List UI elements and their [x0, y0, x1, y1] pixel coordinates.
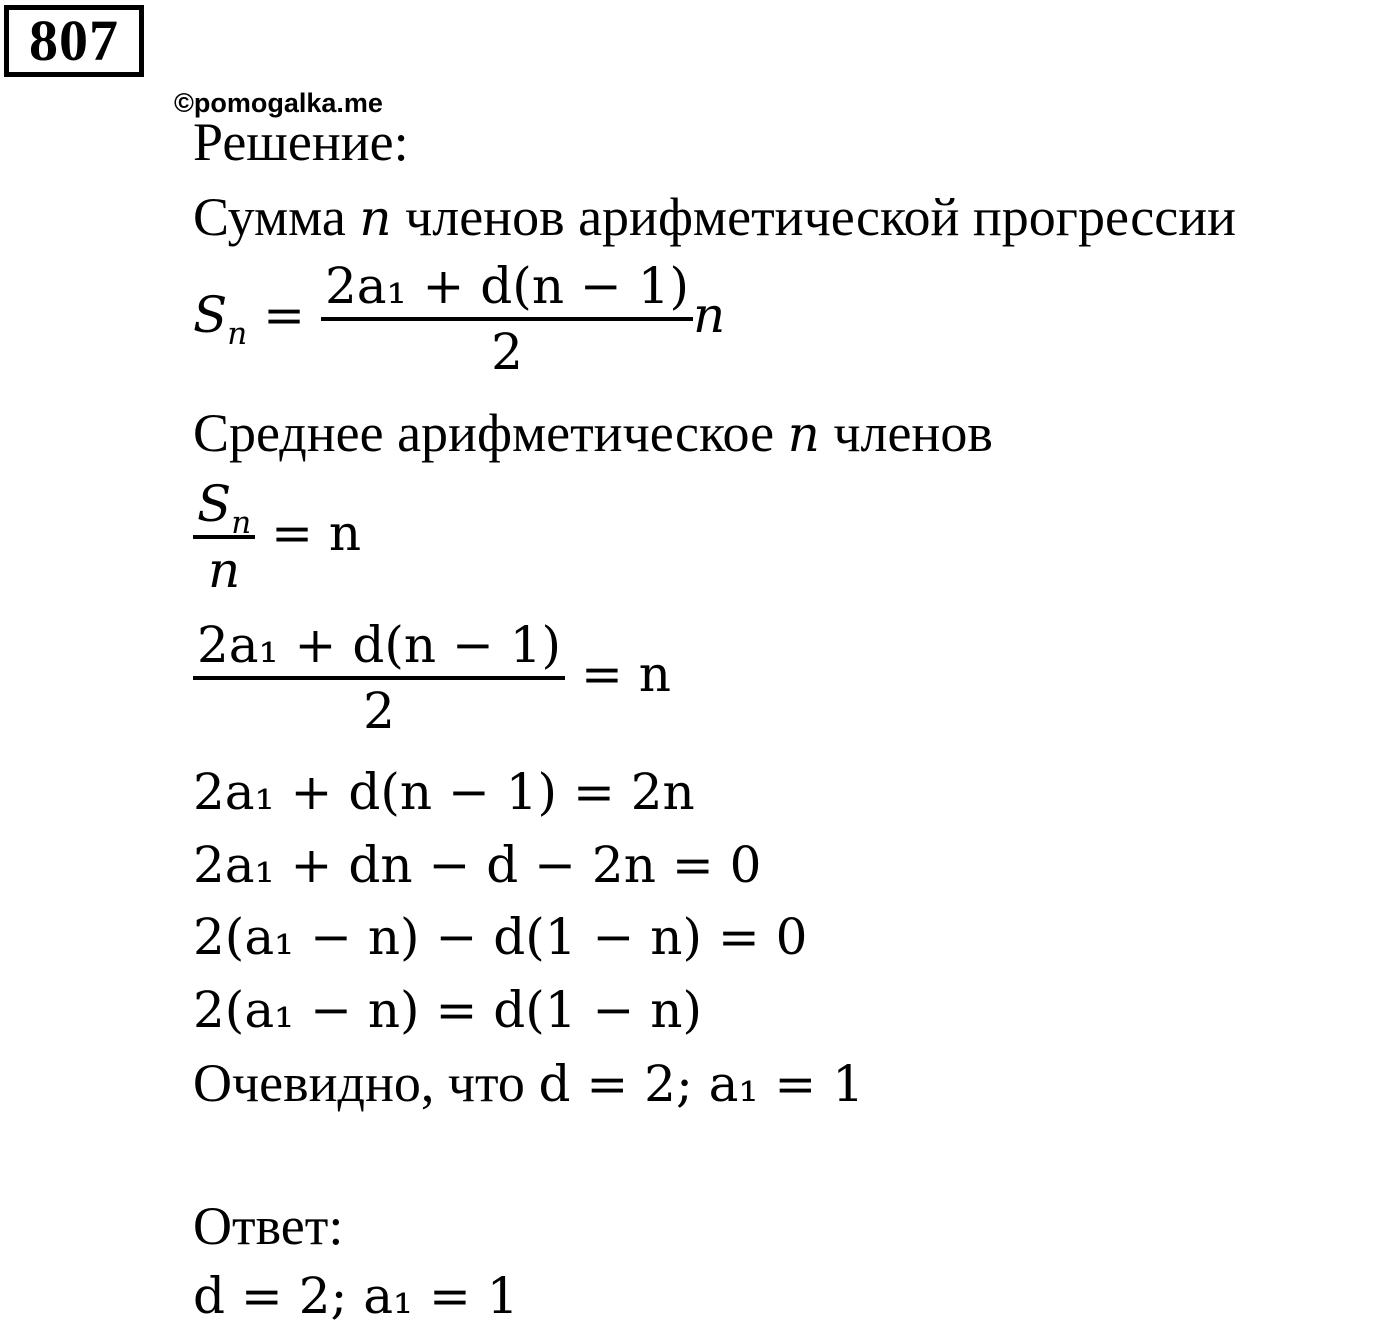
equation-6: 2(a₁ − n) = d(1 − n) — [193, 981, 702, 1039]
answer-math: d = 2; a₁ = 1 — [193, 1267, 519, 1325]
equation-4: 2a₁ + dn − d − 2n = 0 — [193, 836, 762, 894]
formula-tail: n — [693, 286, 726, 344]
sum-text-post: членов арифметической прогрессии — [405, 187, 1236, 247]
equation-3: 2a₁ + d(n − 1) = 2n — [193, 763, 695, 821]
conclusion-line — [193, 1052, 864, 1115]
mean-fraction — [193, 473, 255, 601]
mean-text-var: n — [787, 405, 820, 463]
formula-sn-lhs: S — [193, 286, 228, 344]
formula-numerator: 2a₁ + d(n − 1) — [324, 257, 690, 315]
mean-text-pre: Среднее арифметическое — [193, 403, 775, 463]
formula-eq: = — [263, 286, 306, 344]
problem-number: 807 — [29, 8, 119, 73]
mean-rhs: = n — [271, 504, 362, 562]
eq2-fraction — [193, 614, 565, 742]
eq2-rhs: = n — [580, 645, 671, 703]
formula-denominator: 2 — [321, 317, 693, 383]
sum-fraction — [321, 255, 693, 383]
mean-denominator: n — [193, 535, 255, 601]
solution-label: Решение: — [193, 112, 409, 172]
mean-num-sub: n — [231, 504, 252, 541]
formula-sn-sub: n — [227, 315, 248, 352]
mean-text-post: членов — [833, 403, 993, 463]
answer-label: Ответ: — [193, 1196, 344, 1256]
mean-num-s: S — [197, 475, 232, 533]
eq2-numerator: 2a₁ + d(n − 1) — [197, 616, 562, 674]
watermark: ©pomogalka.me — [174, 88, 383, 118]
sum-text-var: n — [359, 189, 392, 247]
problem-number-box — [4, 5, 144, 77]
equation-5: 2(a₁ − n) − d(1 − n) = 0 — [193, 908, 808, 966]
eq2-denominator: 2 — [193, 676, 565, 742]
sum-text-pre: Сумма — [193, 187, 346, 247]
equation-2 — [193, 614, 671, 742]
obvious-math: d = 2; a₁ = 1 — [538, 1055, 865, 1113]
sum-formula — [193, 255, 725, 383]
obvious-text: Очевидно, что — [193, 1053, 525, 1113]
mean-numerator — [193, 473, 255, 541]
mean-description — [193, 402, 993, 465]
sum-description — [193, 186, 1236, 249]
mean-equation — [193, 473, 361, 601]
